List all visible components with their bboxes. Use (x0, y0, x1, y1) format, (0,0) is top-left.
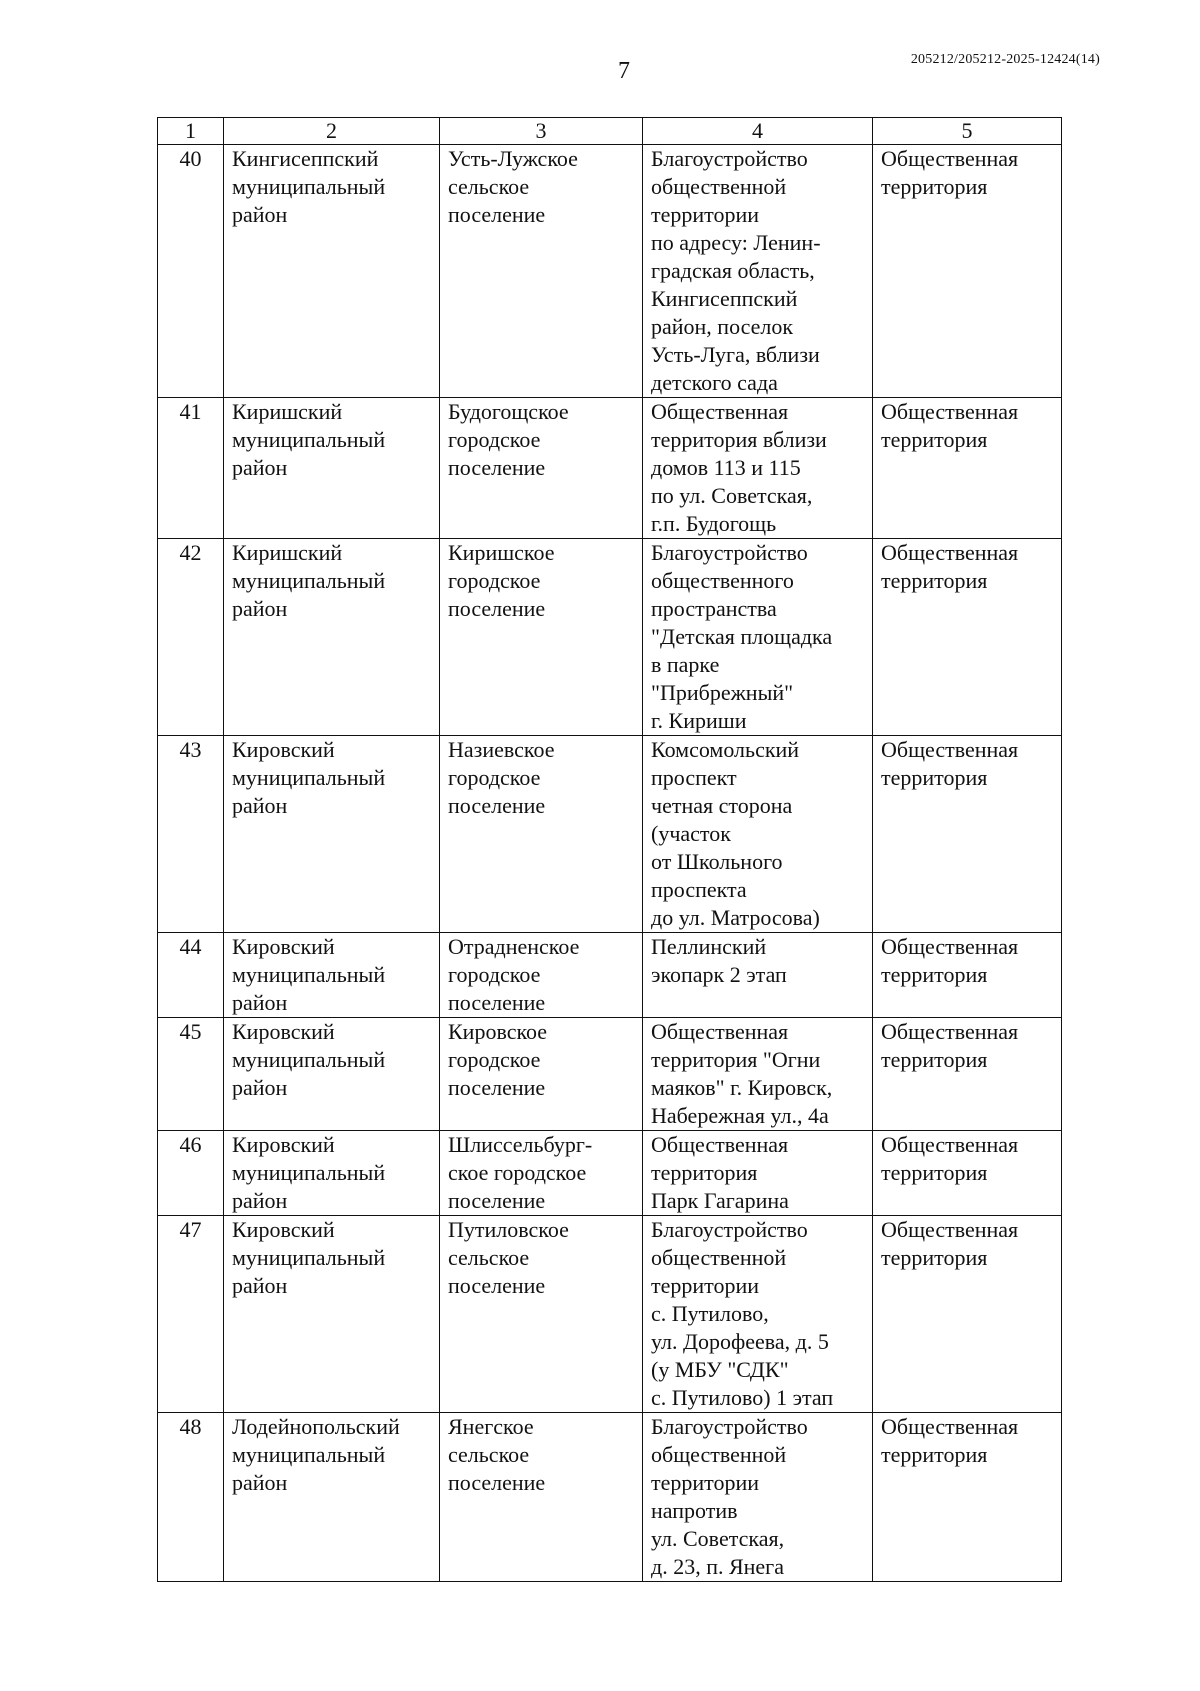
object-cell: Благоустройство общественной территории по адресу: Ленин- градская область, Кингисеппский район, поселок Усть-Луга, вблизи детского сада (643, 145, 873, 398)
row-number-cell: 42 (158, 539, 224, 736)
column-header: 2 (224, 118, 440, 145)
object-type-cell: Общественная территория (873, 1131, 1062, 1216)
column-header: 1 (158, 118, 224, 145)
district-cell: Кировский муниципальный район (224, 736, 440, 933)
column-header: 5 (873, 118, 1062, 145)
row-number-cell: 40 (158, 145, 224, 398)
table-header-row (158, 118, 1062, 145)
table-row (158, 398, 1062, 539)
row-number-cell: 48 (158, 1413, 224, 1582)
object-cell: Благоустройство общественного пространства "Детская площадка в парке "Прибрежный" г. Кириши (643, 539, 873, 736)
district-cell: Кировский муниципальный район (224, 1018, 440, 1131)
object-cell: Общественная территория вблизи домов 113 и 115 по ул. Советская, г.п. Будогощь (643, 398, 873, 539)
object-type-cell: Общественная территория (873, 145, 1062, 398)
row-number-cell: 44 (158, 933, 224, 1018)
object-type-cell: Общественная территория (873, 933, 1062, 1018)
object-cell: Благоустройство общественной территории напротив ул. Советская, д. 23, п. Янега (643, 1413, 873, 1582)
column-header: 3 (440, 118, 643, 145)
table-row (158, 1216, 1062, 1413)
district-cell: Кингисеппский муниципальный район (224, 145, 440, 398)
district-cell: Лодейнопольский муниципальный район (224, 1413, 440, 1582)
settlement-cell: Киришское городское поселение (440, 539, 643, 736)
page-number: 7 (618, 58, 630, 84)
object-type-cell: Общественная территория (873, 398, 1062, 539)
table-row (158, 1018, 1062, 1131)
object-cell: Общественная территория Парк Гагарина (643, 1131, 873, 1216)
row-number-cell: 46 (158, 1131, 224, 1216)
table-row (158, 145, 1062, 398)
settlement-cell: Кировское городское поселение (440, 1018, 643, 1131)
document-code: 205212/205212-2025-12424(14) (910, 52, 1100, 67)
column-header: 4 (643, 118, 873, 145)
row-number-cell: 45 (158, 1018, 224, 1131)
table-row (158, 1131, 1062, 1216)
district-cell: Кировский муниципальный район (224, 1131, 440, 1216)
row-number-cell: 41 (158, 398, 224, 539)
settlement-cell: Янегское сельское поселение (440, 1413, 643, 1582)
object-type-cell: Общественная территория (873, 736, 1062, 933)
district-cell: Киришский муниципальный район (224, 539, 440, 736)
object-type-cell: Общественная территория (873, 1216, 1062, 1413)
object-type-cell: Общественная территория (873, 539, 1062, 736)
settlement-cell: Путиловское сельское поселение (440, 1216, 643, 1413)
object-cell: Общественная территория "Огни маяков" г. Кировск, Набережная ул., 4а (643, 1018, 873, 1131)
settlement-cell: Шлиссельбург- ское городское поселение (440, 1131, 643, 1216)
object-cell: Комсомольский проспект четная сторона (участок от Школьного проспекта до ул. Матросова) (643, 736, 873, 933)
object-cell: Пеллинский экопарк 2 этап (643, 933, 873, 1018)
district-cell: Кировский муниципальный район (224, 1216, 440, 1413)
object-type-cell: Общественная территория (873, 1018, 1062, 1131)
table-row (158, 736, 1062, 933)
district-cell: Киришский муниципальный район (224, 398, 440, 539)
settlement-cell: Отрадненское городское поселение (440, 933, 643, 1018)
table-row (158, 539, 1062, 736)
settlement-cell: Усть-Лужское сельское поселение (440, 145, 643, 398)
row-number-cell: 47 (158, 1216, 224, 1413)
data-table (157, 117, 1062, 1582)
table-row (158, 1413, 1062, 1582)
settlement-cell: Будогощское городское поселение (440, 398, 643, 539)
district-cell: Кировский муниципальный район (224, 933, 440, 1018)
table-row (158, 933, 1062, 1018)
row-number-cell: 43 (158, 736, 224, 933)
object-type-cell: Общественная территория (873, 1413, 1062, 1582)
settlement-cell: Назиевское городское поселение (440, 736, 643, 933)
object-cell: Благоустройство общественной территории с. Путилово, ул. Дорофеева, д. 5 (у МБУ "СДК" с. Путилово) 1 этап (643, 1216, 873, 1413)
